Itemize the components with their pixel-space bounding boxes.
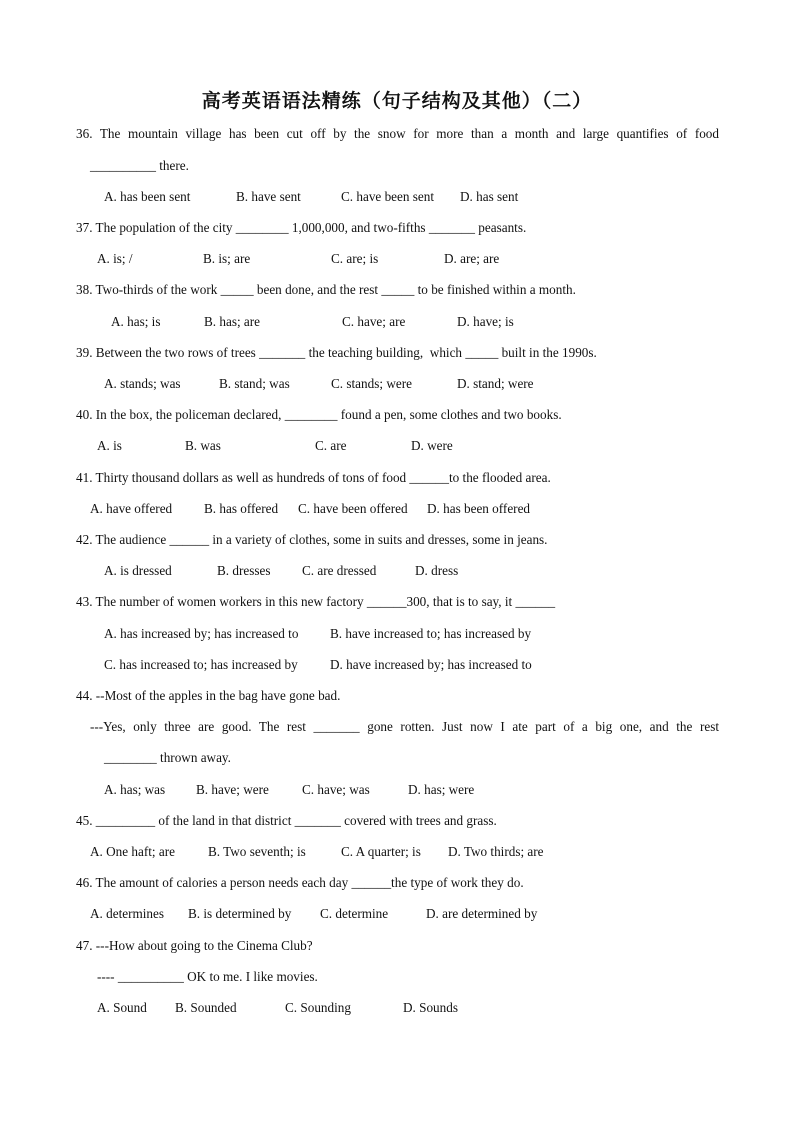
question-40-stem: 40. In the box, the policeman declared, ________ found a pen, some clothes and two books.: [76, 407, 562, 422]
question-43-option-d[interactable]: D. have increased by; has increased to: [330, 657, 532, 672]
question-41-option-b[interactable]: B. has offered: [204, 501, 279, 516]
question-39-option-a[interactable]: A. stands; was: [104, 376, 181, 391]
question-45-stem: 45. _________ of the land in that district _______ covered with trees and grass.: [76, 813, 497, 828]
question-40-option-d[interactable]: D. were: [411, 438, 453, 453]
question-47-option-b[interactable]: B. Sounded: [175, 1000, 237, 1015]
question-47-stem-cont: ---- __________ OK to me. I like movies.: [97, 969, 318, 984]
question-42-option-b[interactable]: B. dresses: [217, 563, 271, 578]
question-47-stem: 47. ---How about going to the Cinema Club?: [76, 938, 313, 953]
question-45-option-a[interactable]: A. One haft; are: [90, 844, 175, 859]
question-43-option-b[interactable]: B. have increased to; has increased by: [330, 626, 532, 641]
question-43-option-a[interactable]: A. has increased by; has increased to: [104, 626, 299, 641]
question-39-stem: 39. Between the two rows of trees _______ the teaching building, which _____ built in the 1990s.: [76, 345, 597, 360]
question-36-stem: 36. The mountain village has been cut off by the snow for more than a month and large quantifies of food: [76, 126, 719, 141]
question-44-stem-cont: ---Yes, only three are good. The rest _______ gone rotten. Just now I ate part of a big one, and the rest: [90, 719, 719, 734]
question-37-stem: 37. The population of the city ________ 1,000,000, and two-fifths _______ peasants.: [76, 220, 527, 235]
question-46-option-a[interactable]: A. determines: [90, 906, 164, 921]
question-46-option-c[interactable]: C. determine: [320, 906, 389, 921]
question-36-option-d[interactable]: D. has sent: [460, 189, 519, 204]
question-41-stem: 41. Thirty thousand dollars as well as hundreds of tons of food ______to the flooded area.: [76, 470, 551, 485]
question-47-option-a[interactable]: A. Sound: [97, 1000, 147, 1015]
page-title: 高考英语语法精练（句子结构及其他）（二）: [201, 90, 593, 112]
question-37-option-b[interactable]: B. is; are: [203, 251, 251, 266]
question-40-option-c[interactable]: C. are: [315, 438, 347, 453]
question-47-option-c[interactable]: C. Sounding: [285, 1000, 351, 1015]
question-44-option-b[interactable]: B. have; were: [196, 782, 269, 797]
question-45-option-d[interactable]: D. Two thirds; are: [448, 844, 544, 859]
question-38-option-a[interactable]: A. has; is: [111, 314, 161, 329]
question-44-option-d[interactable]: D. has; were: [408, 782, 475, 797]
question-45-option-b[interactable]: B. Two seventh; is: [208, 844, 306, 859]
question-39-option-d[interactable]: D. stand; were: [457, 376, 534, 391]
question-44-stem: 44. --Most of the apples in the bag have gone bad.: [76, 688, 341, 703]
question-36-option-c[interactable]: C. have been sent: [341, 189, 435, 204]
question-38-stem: 38. Two-thirds of the work _____ been done, and the rest _____ to be finished within a month.: [76, 282, 576, 297]
question-44-option-a[interactable]: A. has; was: [104, 782, 166, 797]
question-43-option-c[interactable]: C. has increased to; has increased by: [104, 657, 298, 672]
question-45-option-c[interactable]: C. A quarter; is: [341, 844, 421, 859]
question-36-option-b[interactable]: B. have sent: [236, 189, 301, 204]
question-40-option-a[interactable]: A. is: [97, 438, 122, 453]
question-39-option-b[interactable]: B. stand; was: [219, 376, 290, 391]
question-43-stem: 43. The number of women workers in this new factory ______300, that is to say, it ______: [76, 594, 556, 609]
question-46-option-d[interactable]: D. are determined by: [426, 906, 538, 921]
question-37-option-c[interactable]: C. are; is: [331, 251, 379, 266]
question-36-option-a[interactable]: A. has been sent: [104, 189, 191, 204]
question-38-option-c[interactable]: C. have; are: [342, 314, 406, 329]
question-39-option-c[interactable]: C. stands; were: [331, 376, 412, 391]
question-46-option-b[interactable]: B. is determined by: [188, 906, 292, 921]
question-36-stem-cont: __________ there.: [90, 158, 189, 173]
question-41-option-c[interactable]: C. have been offered: [298, 501, 408, 516]
question-38-option-b[interactable]: B. has; are: [204, 314, 261, 329]
question-38-option-d[interactable]: D. have; is: [457, 314, 514, 329]
question-40-option-b[interactable]: B. was: [185, 438, 221, 453]
question-37-option-d[interactable]: D. are; are: [444, 251, 500, 266]
question-41-option-d[interactable]: D. has been offered: [427, 501, 531, 516]
question-44-option-c[interactable]: C. have; was: [302, 782, 370, 797]
question-37-option-a[interactable]: A. is; /: [97, 251, 133, 266]
question-42-option-a[interactable]: A. is dressed: [104, 563, 172, 578]
question-47-option-d[interactable]: D. Sounds: [403, 1000, 458, 1015]
question-42-option-d[interactable]: D. dress: [415, 563, 459, 578]
question-42-stem: 42. The audience ______ in a variety of clothes, some in suits and dresses, some in jeans.: [76, 532, 548, 547]
question-42-option-c[interactable]: C. are dressed: [302, 563, 377, 578]
question-46-stem: 46. The amount of calories a person needs each day ______the type of work they do.: [76, 875, 524, 890]
question-41-option-a[interactable]: A. have offered: [90, 501, 173, 516]
question-44-stem-cont-2: ________ thrown away.: [104, 750, 231, 765]
